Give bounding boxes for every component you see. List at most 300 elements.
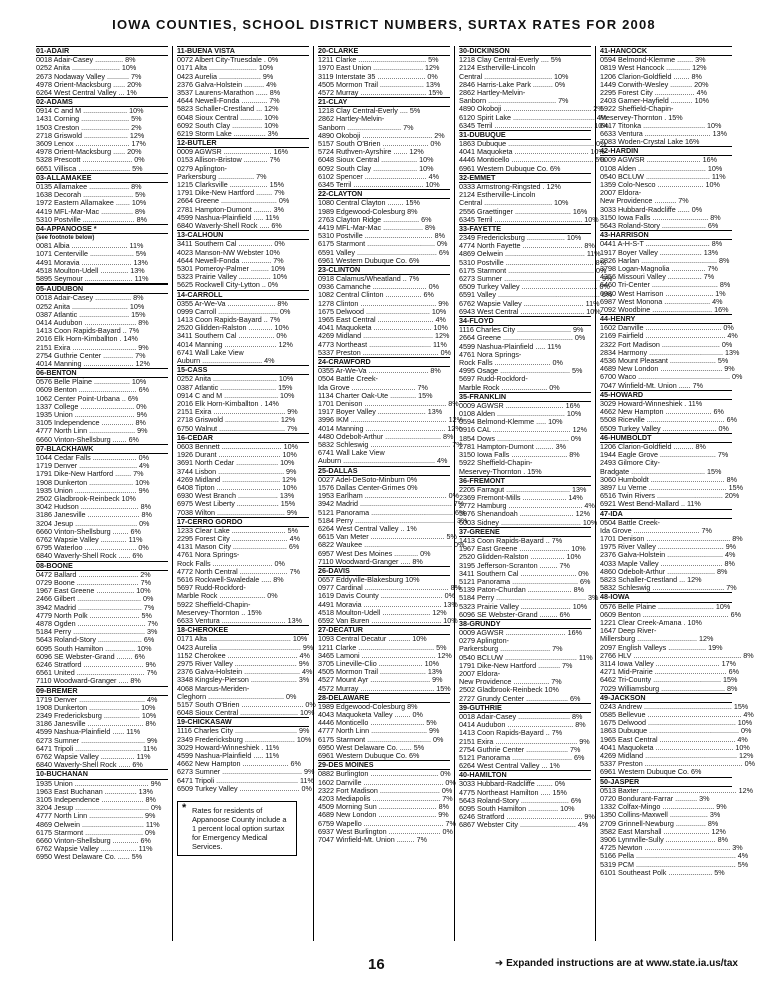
district-row: 5310 Postville ............................................ 8% — [459, 257, 606, 267]
district-row: 6175 Starmont ............................. 0% — [36, 827, 156, 837]
district-row: 0387 Atlantic ......................... 15% — [36, 309, 146, 319]
district-row: 6980 West Harrison ........................ 1% — [600, 288, 726, 298]
district-row: 4271 Mid-Prairie .................................... 6% — [600, 667, 740, 677]
district-row: 6345 Terril ................................... 10% — [318, 180, 440, 190]
district-row: 2376 Galva-Holstein .......... 4% — [177, 79, 277, 89]
district-row: 2754 Guthrie Center ..................... 7% — [459, 744, 581, 754]
county-header: 10-BUCHANAN — [36, 769, 168, 779]
district-row: 7038 Wilton .................................. 9% — [177, 507, 298, 517]
column-1 — [36, 46, 168, 941]
district-row: 4356 Missouri Valley ................. 7% — [600, 272, 715, 282]
county-section — [318, 565, 462, 626]
county-header: 07-BLACKHAWK — [36, 444, 168, 454]
district-row: 6095 South Hamilton ............... 10% — [459, 804, 575, 814]
county-header: 25-DALLAS — [318, 466, 450, 476]
district-row: 2097 English Valleys ................... 19% — [600, 642, 723, 652]
column-divider — [454, 46, 455, 941]
district-row: 1719 Denver ................................. 4% — [36, 694, 158, 704]
district-row: 6471 Tripoli ................................. 11% — [36, 743, 157, 753]
county-section — [459, 475, 598, 527]
district-row: 6460 Tri-Center ................................. 8% — [600, 280, 731, 290]
district-row: 4689 New London ............................. 9% — [318, 810, 449, 820]
district-row: 1967 East Greene ......................... 10% — [459, 544, 586, 554]
column-divider — [313, 46, 314, 941]
columns-container — [36, 46, 755, 941]
district-row: 6101 Southeast Polk ...................... 5% — [600, 867, 725, 877]
district-row: 6840 Waverly-Shell Rock ...... 6% — [36, 760, 143, 770]
district-row: 4777 North Linn ........................... 9% — [36, 811, 156, 821]
district-row: 6096 SE Webster-Grand ......... 6% — [459, 609, 570, 619]
district-row: 1359 Colo-Nesco ....................... 10% — [600, 180, 720, 190]
county-section — [36, 769, 168, 861]
district-row: 5625 Rockwell City-Lytton .. 0% — [177, 280, 279, 290]
county-header: 37-GREENE — [459, 527, 591, 537]
column-2 — [177, 46, 316, 941]
district-row: 2766 HLV ...................................................... 8% — [600, 650, 754, 660]
county-header: 05-AUDUBON — [36, 283, 168, 294]
district-row: 6273 Sumner ................................................ 9% — [459, 274, 613, 284]
district-row: 1044 Cedar Falls ...................... 0% — [36, 452, 150, 462]
district-row: 3042 Hudson ............................. 8% — [36, 502, 152, 512]
district-row: 1218 Clay Central-Everly .... 5% — [318, 106, 421, 116]
district-row: 6750 Walnut ................................. 7% — [177, 423, 298, 433]
county-section — [600, 230, 732, 314]
district-row: 6741 Wall Lake View — [318, 448, 385, 458]
county-header: 32-EMMET — [459, 173, 591, 183]
district-row: 4131 Mason City ........................... 6% — [177, 542, 300, 552]
district-row: 3150 Iowa Falls ............................ 8% — [459, 450, 580, 460]
county-header: 50-JASPER — [600, 777, 732, 787]
district-row: 0609 Benton ............................. 6% — [36, 385, 150, 395]
district-row: 1093 Central Decatur ........... 10% — [318, 634, 427, 644]
district-row: 1211 Clarke ...................................... 5% — [318, 642, 447, 652]
district-row: 5643 Roland-Story ........................ 6% — [459, 795, 582, 805]
district-row: 0108 Alden .................................. 10% — [459, 409, 582, 419]
county-header: 24-CRAWFORD — [318, 357, 450, 367]
district-row: 0423 Aurelia ..................... 9% — [177, 71, 274, 81]
district-row: 6950 West Delaware Co. ...... 5% — [36, 852, 143, 862]
county-header: 39-GUTHRIE — [459, 703, 591, 713]
district-row: 1917 Boyer Valley ........................ 13% — [318, 407, 443, 417]
district-row: 6264 West Central Valley .. 1% — [318, 523, 417, 533]
district-row: 6937 West Burlington .......................... 0% — [318, 826, 453, 836]
county-section — [600, 146, 732, 230]
district-row: 6615 Van Meter ..................................... 5% — [318, 532, 457, 542]
district-row: 6273 Sumner ................................ 9% — [36, 735, 158, 745]
district-row: 2322 Fort Madison ............................. 0% — [600, 339, 733, 349]
district-row: 4033 Maple Valley ............................... 8% — [600, 558, 735, 568]
county-header: 23-CLINTON — [318, 265, 450, 275]
county-section — [459, 316, 591, 392]
district-row: 4505 Mormon Trail ....................... 13% — [318, 667, 443, 677]
district-row: 6092 South Clay ............... 10% — [177, 120, 279, 130]
district-row: 0513 Baxter ................................................ 12% — [600, 785, 753, 795]
district-row: 1602 Danville ........................................ 0% — [318, 777, 456, 787]
district-row: 0918 Calamus/Wheatland .. 7% — [318, 274, 420, 284]
district-row: 4572 Murray ................................. 15% — [318, 87, 443, 97]
district-row: 5976 Shenandoah ........................... 12% — [459, 509, 591, 519]
district-row: 6175 Starmont ................................ 0% — [318, 734, 444, 744]
county-section — [459, 172, 599, 224]
district-row: 4023 Manson-NW Webster 10% — [177, 247, 280, 257]
district-row: 5832 Schleswig ........................................ 7% — [318, 440, 463, 449]
district-row: 1989 Edgewood-Colesburg 8% — [318, 206, 418, 216]
district-row: 1206 Clarion-Goldfield ........ 8% — [600, 71, 702, 81]
page-title: IOWA COUNTIES, SCHOOL DISTRICT NUMBERS, SURTAX RATES FOR 2008 — [112, 17, 656, 32]
district-row: 2763 Clayton Ridge .................. 6% — [318, 214, 432, 224]
district-row: Sanborn ........................... 7% — [318, 122, 414, 132]
district-row: 1970 East Union ......................... 12% — [318, 63, 440, 73]
county-section — [600, 776, 753, 877]
county-section — [177, 365, 309, 433]
district-row: 3033 Hubbard-Radcliffe ...... 0% — [600, 204, 703, 214]
county-section — [318, 46, 450, 97]
district-row: 3465 Lamoni ..................................... 12% — [318, 650, 452, 660]
district-row: 3060 Humboldt ..................................... 8% — [600, 474, 738, 484]
district-row: 2975 River Valley ............................... 9% — [177, 658, 310, 668]
district-row: 5823 Schaller-Crestland ... 12% — [177, 104, 279, 114]
county-section — [36, 173, 168, 224]
district-row: 6921 West Bend-Mallard .. 11% — [600, 499, 701, 509]
district-row: 1972 Eastern Allamakee ....... 10% — [36, 198, 147, 208]
district-row: 1431 Corning ........................ 5% — [36, 114, 142, 124]
district-row: 2151 Exira ................................ 9% — [36, 342, 149, 352]
county-header: 42-HARDIN — [600, 146, 732, 156]
district-row: 2016 Elk Horn-Kimballton . 14% — [177, 398, 279, 408]
district-row: 0414 Audubon ................................. 8% — [459, 720, 586, 730]
district-row: 4068 Marcus-Meriden- — [177, 683, 250, 693]
district-row: 0423 Aurelia ......................................... 9% — [177, 642, 314, 652]
county-section — [177, 138, 309, 230]
district-row: 6591 Valley ................................................... 6% — [459, 290, 613, 300]
district-row: 1989 Edgewood-Colesburg 8% — [318, 701, 418, 711]
district-row: 1413 Coon Rapids-Bayard .. 7% — [36, 326, 140, 336]
district-row: 6762 Wapsie Valley ............. 11% — [36, 535, 143, 545]
district-row: 1944 Eagle Grove ............................ 7% — [600, 450, 729, 460]
county-header: 02-ADAMS — [36, 97, 168, 107]
district-row: 6048 Sioux Central ............................. 10% — [177, 708, 315, 718]
county-header: 03-ALLAMAKEE — [36, 173, 168, 183]
district-row: 5121 Panorama ................................. 6% — [459, 576, 591, 586]
county-header: 18-CHEROKEE — [177, 625, 309, 635]
district-row: 6102 Spencer ............................... 4% — [318, 171, 440, 181]
county-header: 36-FREMONT — [459, 476, 591, 486]
district-row: 4203 Mediapolis .................................. 7% — [318, 793, 453, 803]
district-row: 0916 CAL ....................................... 12% — [459, 425, 587, 435]
district-row: 1908 Dunkerton ...................... 10% — [36, 477, 150, 487]
county-header: 11-BUENA VISTA — [177, 46, 309, 56]
district-row: 4644 Newell-Fonda ............. 7% — [177, 96, 280, 106]
district-row: 5922 Sheffield-Chapin- — [600, 104, 674, 114]
district-row: 4480 Odebolt-Arthur ............................ 8% — [318, 431, 454, 441]
district-row: 0594 Belmond-Klemme ..... 10% — [459, 417, 563, 427]
district-row: 0135 Allamakee .................... 8% — [36, 181, 142, 191]
district-row: 6246 Stratford .............................. 9% — [36, 659, 156, 669]
district-row: 0914 C and M ........................... 10% — [177, 390, 295, 400]
district-row: 6660 Vinton-Shellsburg ....... 6% — [36, 434, 139, 444]
district-row: 3906 Lynnville-Sully ......................... 8% — [600, 835, 728, 844]
county-header: 44-HENRY — [600, 314, 732, 324]
district-row: 6175 Starmont ........................................... 0% — [459, 265, 607, 275]
county-header: 27-DECATUR — [318, 625, 450, 635]
district-row: 5697 Rudd-Rockford- — [459, 374, 528, 384]
district-row: 0504 Battle Creek- — [600, 517, 660, 527]
district-row: 4041 Maquoketa ..................................... 10% — [459, 147, 605, 157]
district-row: 5922 Sheffield-Chapin- — [177, 599, 251, 609]
district-row: 1278 Clinton ...................................... 9% — [318, 298, 449, 308]
district-row: 4772 North Central ........................ 7% — [177, 566, 301, 576]
district-row: 3996 IKM ................................................ 12% — [318, 415, 463, 425]
district-row: 4978 Orient-Macksburg ...... 20% — [36, 79, 142, 89]
county-header: 12-BUTLER — [177, 138, 309, 148]
district-row: 1413 Coon Rapids-Bayard .. 7% — [459, 728, 563, 738]
county-section — [459, 46, 609, 130]
district-row: 4419 MFL-Mar-Mac .................... 8% — [318, 222, 436, 232]
district-row: 0018 Adair-Casey .................. 8% — [36, 293, 144, 303]
district-row: 4890 Okoboji ................................... 2% — [318, 130, 445, 140]
district-row: 1116 Charles City ............................... 9% — [177, 726, 310, 736]
column-divider — [172, 46, 173, 941]
district-row: 2709 Grinnell-Newburg ............... 8% — [600, 818, 719, 828]
district-row: 1449 Corwith-Wesley ........... 20% — [600, 79, 709, 89]
district-row: Meservey-Thornton .. 15% — [177, 607, 262, 617]
district-row: 0819 West Hancock ............ 12% — [600, 63, 707, 73]
district-row: 2520 Glidden-Ralston ............ 10% — [177, 323, 289, 333]
county-section — [36, 686, 168, 770]
county-section — [318, 97, 450, 189]
district-row: 7110 Woodward-Granger ..... 8% — [318, 556, 423, 566]
county-header: 20-CLARKE — [318, 46, 450, 56]
district-row: 5823 Schaller-Crestland ... 12% — [600, 575, 702, 585]
district-row: Meservey-Thornton . 15% — [600, 112, 683, 122]
district-row: 3105 Independence ................ 8% — [36, 418, 146, 428]
district-row: 6961 Western Dubuque Co. 6% — [318, 751, 420, 761]
district-row: 4509 Morning Sun ............................. 8% — [318, 802, 450, 812]
district-row: Parkersburg ......................... 7% — [459, 644, 563, 654]
district-row: 2673 Nodaway Valley ........... 7% — [36, 71, 142, 81]
district-row: 2403 Garner-Hayfield ........... 10% — [600, 96, 710, 106]
county-section — [600, 314, 743, 390]
district-row: 6096 SE Webster-Grand ........ 6% — [36, 651, 145, 661]
district-row: 0009 AGWSR .............................. 16% — [459, 628, 583, 638]
district-row: 3798 Logan-Magnolia ................. 7% — [600, 263, 718, 273]
county-section — [36, 224, 168, 283]
district-row: 2862 Hartley-Melvin- — [318, 114, 385, 124]
district-row: 5616 Rockwell-Swaledale ..... 8% — [177, 575, 284, 585]
district-row: 2205 Farragut ................................ 13% — [459, 484, 587, 494]
district-row: 6591 Valley ........................................ 6% — [318, 247, 450, 257]
district-row: 6003 Sidney ........................................ 10% — [459, 517, 598, 527]
district-row: 7092 Woodbine .............................. 16% — [600, 304, 729, 314]
district-row: 0252 Anita ............................ 10% — [36, 301, 145, 311]
district-row: 3029 Howard-Winneshiek . 11% — [600, 398, 703, 408]
district-row: 2502 Gladbrook-Reinbeck 10% — [459, 685, 559, 695]
district-row: 4505 Mormon Trail ...................... 13% — [318, 79, 441, 89]
district-row: 2349 Fredericksburg ................... 10% — [459, 233, 582, 243]
district-row: 5184 Perry .................................... 3% — [36, 627, 158, 637]
district-row: 4890 Okoboji ............................................ 2% — [459, 104, 604, 114]
district-row: 7047 Winfield-Mt. Union ......... 7% — [318, 835, 428, 844]
county-header: 08-BOONE — [36, 561, 168, 571]
county-section — [318, 357, 463, 466]
district-row: 0720 Bondurant-Farrar ........... 3% — [600, 793, 710, 803]
district-row: 6950 West Delaware Co. ...... 5% — [318, 742, 425, 752]
district-row: 5643 Roland-Story ...................... 6% — [600, 221, 719, 231]
district-row: 4491 Moravia ......................... 13% — [36, 257, 148, 267]
district-row: 2124 Estherville-Lincoln — [459, 63, 536, 73]
district-row: 0576 Belle Plaine ............................ 10% — [600, 601, 731, 611]
district-row: 2151 Exira ......................................... 9% — [459, 736, 590, 746]
county-section — [177, 290, 309, 366]
district-row: 4860 Odebolt-Arthur ........................ 8% — [600, 566, 728, 576]
district-row: 6417 Titonka ............................... 10% — [600, 120, 722, 130]
district-row: 6561 United .................................. 7% — [36, 668, 158, 678]
district-row: 2781 Hampton-Dumont ......... 3% — [459, 441, 567, 451]
district-row: 4536 Mount Pleasant ....................... 5% — [600, 356, 729, 366]
district-row: 0729 Boone ............................... 7% — [36, 577, 152, 587]
district-row: 0279 Aplington- — [177, 163, 227, 173]
county-header: 43-HARRISON — [600, 230, 732, 240]
district-row: 0414 Audubon .......................... 8% — [36, 317, 149, 327]
district-row: 5139 Paton-Churdan ...................... 8% — [459, 585, 585, 595]
county-header: 17-CERRO GORDO — [177, 517, 309, 527]
district-row: 0387 Atlantic ............................ 15% — [177, 382, 293, 392]
district-row: 1953 Earlham ......................................... 0% — [318, 491, 460, 501]
county-section — [177, 46, 309, 138]
column-3 — [318, 46, 468, 941]
district-row: 1967 East Greene ................... 10% — [36, 586, 151, 596]
district-row: Bradgate ..................................... 15% — [600, 466, 722, 476]
district-row: 0252 Anita ........................ 10% — [36, 63, 137, 73]
district-row: 3411 Southern Cal ............................ 0% — [459, 568, 589, 578]
footer-instructions — [495, 958, 738, 969]
district-row: 4869 Oelwein ........................................ 11% — [459, 249, 601, 259]
column-5 — [600, 46, 755, 941]
district-row: 5724 Ruthven-Ayrshire ....... 12% — [318, 147, 424, 157]
district-row: 0027 Adel-DeSoto-Minburn 0% — [318, 474, 418, 484]
district-row: 5184 Perry ............................................. 3% — [459, 593, 599, 603]
district-row: 0540 BCLUW ................................ 11% — [600, 171, 726, 181]
county-section — [36, 283, 168, 368]
district-row: 6592 Van Buren ................................... 10% — [318, 616, 458, 626]
district-row: 5121 Panorama .............................. 6% — [459, 752, 585, 762]
district-row: 0009 AGWSR ........................... 16% — [600, 155, 718, 165]
district-row: 4689 New London ............................... 9% — [600, 364, 735, 374]
district-row: 6633 Ventura ................................ 13% — [177, 616, 303, 626]
district-row: 6762 Wapsie Valley ................. 11% — [36, 752, 151, 762]
county-section — [459, 770, 595, 830]
district-row: 4014 Manning ......................... 12% — [36, 358, 150, 368]
district-row: Marble Rock ....................... 0% — [177, 591, 278, 601]
district-row: 0018 Adair-Casey .............. 8% — [36, 55, 136, 65]
district-row: 5697 Rudd-Rockford- — [177, 583, 246, 593]
district-row: 2718 Griswold ...................... 12% — [36, 130, 145, 140]
county-header: 04-APPANOOSE * — [36, 224, 168, 234]
county-header: 21-CLAY — [318, 97, 450, 107]
district-row: 4777 North Linn ............................ 9% — [318, 726, 440, 736]
district-row: 5166 Pella .................................................. 4% — [600, 851, 749, 861]
district-row: 1935 Union ..................................... 9% — [36, 778, 162, 788]
district-row: 7029 Williamsburg ................................ 8% — [600, 683, 738, 693]
county-note: (see footnote below) — [36, 235, 95, 242]
district-row: 0171 Alta ......................................... 10% — [177, 634, 308, 644]
district-row: 7047 Winfield-Mt. Union ...... 7% — [600, 380, 704, 390]
district-row: 1638 Decorah ......................... 5% — [36, 190, 146, 200]
county-header: 41-HANCOCK — [600, 46, 732, 56]
district-row: 6264 West Central Valley ... 1% — [459, 761, 560, 771]
district-row: Sanborn .................................. 7% — [459, 96, 569, 106]
district-row: 6345 Terril ............................................ 10% — [459, 214, 599, 224]
district-row: 5301 Pomeroy-Palmer ......... 10% — [177, 263, 286, 273]
district-row: 4775 Northeast Hamilton ..... 15% — [459, 787, 567, 797]
district-row: 3609 Lenox ........................... 17% — [36, 139, 146, 149]
district-row: 4878 Ogden .................................. 7% — [36, 618, 158, 628]
district-row: 6987 West Monona ....................... 4% — [600, 296, 723, 306]
district-row: 2369 Fremont-Mills ...................... 14% — [459, 493, 583, 502]
district-row: 1965 East Central ............................ 4% — [318, 315, 446, 325]
district-row: 6175 Starmont .................................. 0% — [318, 239, 448, 249]
district-row: 5643 Roland-Story ...................... 6% — [36, 635, 155, 645]
district-row: 1863 Dubuque ........................................... 0% — [459, 139, 607, 149]
district-row: 6840 Waverly-Shell Rock ..... 6% — [177, 221, 282, 231]
district-row: Auburn .............................................. 4% — [318, 456, 448, 466]
district-row: 4014 Manning ........................................ 12% — [318, 423, 462, 433]
district-row: 1215 Clarksville ................... 15% — [177, 180, 285, 190]
district-row: 5832 Schleswig .................................... 7% — [600, 583, 737, 593]
district-row: Rock Falls ............................ 0% — [459, 357, 563, 367]
district-row: 4269 Midland ................................... 12% — [318, 331, 450, 341]
district-row: 3582 East Marshall ....................... 12% — [600, 826, 726, 836]
district-row: 6633 Ventura ................................. 13% — [600, 128, 728, 138]
district-row: 0441 A-H-S-T ................................ 8% — [600, 239, 723, 249]
district-row: 3411 Southern Cal .................. 0% — [177, 331, 287, 341]
district-row: 2349 Fredericksburg ......................... 10% — [177, 734, 312, 744]
district-row: 3705 Lineville-Clio ...................... 10% — [318, 658, 440, 668]
district-row: 3348 Kingsley-Pierson ....................... 3% — [177, 675, 310, 685]
district-row: 3744 Lisbon ................................. 9% — [177, 466, 297, 476]
county-section — [36, 561, 168, 686]
district-row: 5323 Prairie Valley ......................... 10% — [459, 601, 588, 611]
district-row: 0603 Bennett .............................. 10% — [177, 441, 299, 451]
district-row: 6840 Waverly-Shell Rock ...... 6% — [36, 551, 143, 561]
county-section — [318, 760, 456, 844]
county-section — [177, 717, 315, 793]
district-row: 1791 Dike-New Hartford ........ 7% — [177, 188, 285, 198]
district-row: 0355 Ar-We-Va ........................ 8% — [177, 298, 288, 308]
district-row: 3033 Hubbard-Radcliffe ........ 0% — [459, 779, 566, 789]
district-row: 6264 West Central Valley ... 1% — [36, 87, 137, 97]
district-row: 6741 Wall Lake View — [177, 347, 244, 357]
county-header: 40-HAMILTON — [459, 770, 591, 780]
district-row: 0153 Allison-Bristow ............ 7% — [177, 155, 281, 165]
district-row: 6516 Twin Rivers ................................. 20% — [600, 491, 740, 501]
county-header: 31-DUBUQUE — [459, 130, 591, 140]
district-row: 2007 Eldora- — [600, 188, 642, 198]
district-row: 0009 AGWSR ............................. 16% — [459, 400, 581, 410]
district-row: 1935 Union ............................... 9% — [36, 485, 150, 495]
district-row: 1675 Delwood ................................ 10% — [318, 306, 447, 316]
district-row: 4978 Orient-Macksburg ...... 20% — [36, 147, 142, 157]
district-row: 6961 Western Dubuque Co. 6% — [600, 767, 702, 777]
county-header: 33-FAYETTE — [459, 224, 591, 234]
county-section — [177, 625, 316, 718]
district-row: Rock Falls .............................. 0% — [177, 558, 285, 568]
county-header: 26-DAVIS — [318, 566, 450, 576]
district-row: 4779 North Polk ......................... 5% — [36, 610, 152, 620]
district-row: 6961 Western Dubuque Co. 6% — [318, 255, 420, 265]
footer-text: Expanded instructions are at www.state.ia.us/tax — [506, 958, 738, 969]
district-row: 0504 Battle Creek- — [318, 374, 378, 384]
